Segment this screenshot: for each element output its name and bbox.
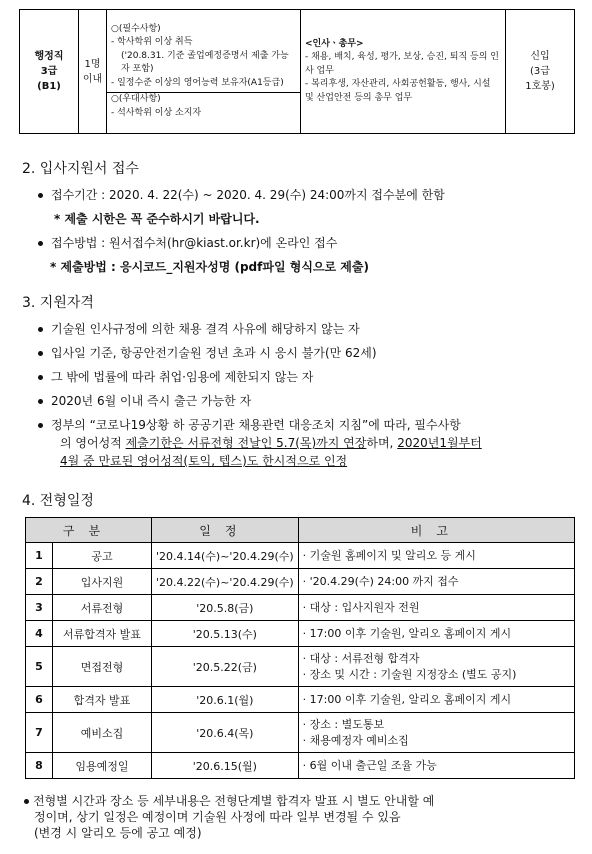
position-code: (B1): [37, 81, 61, 92]
row-number: 6: [26, 687, 53, 713]
schedule-row: [26, 569, 575, 595]
period-note: * 제출 시한은 꼭 준수하시기 바랍니다.: [54, 212, 260, 226]
row-number: 4: [26, 621, 53, 647]
row-stage: 합격자 발표: [53, 687, 152, 713]
headcount-cell: [79, 10, 107, 134]
row-notes: [298, 543, 574, 569]
row-note: · 기술원 홈페이지 및 알리오 등 게시: [302, 548, 476, 562]
header-schedule: 일정: [152, 518, 299, 543]
row-notes: [298, 687, 574, 713]
english-validity-continuation: 4월 중 만료된 영어성적(토익, 텝스)도 한시적으로 인정: [60, 454, 348, 468]
row-notes: [298, 595, 574, 621]
header-notes: 비고: [298, 518, 574, 543]
qualification-item: [38, 368, 313, 385]
bullet-icon: [38, 399, 43, 404]
header-category: 구분: [26, 518, 152, 543]
row-notes: [298, 753, 574, 779]
row-date: '20.5.22(금): [152, 647, 299, 687]
duty-cell: [301, 10, 506, 134]
footnote-text: 정이며, 상기 일정은 예정이며 기술원 사정에 따라 일부 변경될 수 있음: [34, 810, 401, 824]
english-deadline-text: 제출기한은 서류전형 전날인 5.7(목)까지 연장: [125, 436, 367, 450]
schedule-row: [26, 753, 575, 779]
position-grade: 3급: [40, 66, 58, 77]
row-note: · 장소 : 별도통보: [302, 717, 385, 731]
schedule-row: [26, 543, 575, 569]
bullet-icon: [38, 327, 43, 332]
required-item: - 일정수준 이상의 영어능력 보유자(A1등급): [111, 77, 284, 88]
method-line: [38, 234, 337, 251]
row-number: 3: [26, 595, 53, 621]
section-4-title: 4. 전형일정: [22, 493, 94, 509]
row-stage: 임용예정일: [53, 753, 152, 779]
row-stage: 공고: [53, 543, 152, 569]
qualification-divider: [107, 92, 300, 120]
qualification-item: [38, 392, 251, 409]
qualification-item: [38, 320, 360, 337]
preferred-header: ○(우대사항): [111, 94, 161, 105]
recruitment-position-table: [19, 9, 575, 134]
duty-item: - 채용, 배치, 육성, 평가, 보상, 승진, 퇴직 등의 인사 업무: [305, 52, 499, 76]
english-validity-text: 2020년1월부터: [397, 436, 482, 450]
headcount-limit: 이내: [82, 73, 103, 85]
schedule-row: [26, 713, 575, 753]
row-note: · 대상 : 서류전형 합격자: [302, 651, 420, 665]
row-note: · 17:00 이후 기술원, 알리오 홈페이지 게시: [302, 626, 512, 640]
row-date: '20.6.15(월): [152, 753, 299, 779]
method-text: 접수방법 : 원서접수처(hr@kiast.or.kr)에 온라인 접수: [51, 236, 338, 250]
qualification-cell: [107, 10, 301, 134]
rank-cell: [506, 10, 575, 134]
schedule-footnote: [24, 793, 574, 841]
bullet-icon: [38, 423, 43, 428]
schedule-row: [26, 595, 575, 621]
duty-item: - 복리후생, 자산관리, 사회공헌활동, 행사, 시설 및 산업안전 등의 총무 업무: [305, 79, 491, 103]
row-number: 5: [26, 647, 53, 687]
qualification-text: 2020년 6월 이내 즉시 출근 가능한 자: [51, 394, 252, 408]
section-2-title: 2. 입사지원서 접수: [22, 161, 139, 177]
qualification-text: 그 밖에 법률에 따라 취업·임용에 제한되지 않는 자: [51, 370, 314, 384]
row-stage: 면접전형: [53, 647, 152, 687]
row-date: '20.4.22(수)~'20.4.29(수): [152, 569, 299, 595]
rank-step: 1호봉): [525, 81, 555, 92]
row-note: · 채용예정자 예비소집: [302, 733, 409, 747]
bullet-icon: [24, 799, 29, 804]
bullet-icon: [38, 351, 43, 356]
section-3-title: 3. 지원자격: [22, 295, 94, 311]
row-date: '20.6.4(목): [152, 713, 299, 753]
preferred-item: - 석사학위 이상 소지자: [111, 107, 202, 118]
row-date: '20.5.8(금): [152, 595, 299, 621]
qualification-text: 입사일 기준, 항공안전기술원 정년 초과 시 응시 불가(만 62세): [51, 346, 377, 360]
row-note: · '20.4.29(수) 24:00 까지 접수: [302, 574, 459, 588]
required-item: ('20.8.31. 기준 졸업예정증명서 제출 가능자 포함): [121, 50, 289, 75]
row-number: 7: [26, 713, 53, 753]
schedule-row: [26, 647, 575, 687]
qualification-text: 기술원 인사규정에 의한 채용 결격 사유에 해당하지 않는 자: [51, 322, 360, 336]
qualification-text: 하며,: [366, 436, 398, 450]
duty-header: <인사ㆍ총무>: [305, 38, 364, 49]
qualification-text: 정부의 “코로나19상황 하 공공기관 채용관련 대응조치 지침”에 따라, 필수사항: [51, 418, 461, 432]
schedule-row: [26, 621, 575, 647]
headcount-value: 1명: [84, 58, 101, 70]
row-notes: [298, 569, 574, 595]
row-note: · 6월 이내 출근일 조율 가능: [302, 758, 437, 772]
row-number: 8: [26, 753, 53, 779]
period-line: [38, 186, 445, 203]
bullet-icon: [38, 241, 43, 246]
row-date: '20.6.1(월): [152, 687, 299, 713]
row-number: 1: [26, 543, 53, 569]
rank-grade: (3급: [530, 66, 550, 77]
row-notes: [298, 647, 574, 687]
row-stage: 입사지원: [53, 569, 152, 595]
row-stage: 예비소집: [53, 713, 152, 753]
row-stage: 서류합격자 발표: [53, 621, 152, 647]
row-notes: [298, 713, 574, 753]
row-stage: 서류전형: [53, 595, 152, 621]
schedule-table: [25, 517, 575, 779]
row-note: · 17:00 이후 기술원, 알리오 홈페이지 게시: [302, 692, 512, 706]
footnote-text: (변경 시 알리오 등에 공고 예정): [34, 826, 202, 840]
rank-type: 신입: [530, 51, 550, 62]
qualification-text: 의 영어성적: [60, 436, 126, 450]
row-date: '20.5.13(수): [152, 621, 299, 647]
footnote-text: 전형별 시간과 장소 등 세부내용은 전형단계별 합격자 발표 시 별도 안내할 예: [33, 794, 435, 808]
row-number: 2: [26, 569, 53, 595]
required-item: - 학사학위 이상 취득: [111, 37, 193, 48]
qualification-item: [38, 344, 377, 361]
schedule-row: [26, 687, 575, 713]
position-name: 행정직: [34, 51, 64, 62]
bullet-icon: [38, 193, 43, 198]
row-notes: [298, 621, 574, 647]
row-date: '20.4.14(수)~'20.4.29(수): [152, 543, 299, 569]
qualification-item: [38, 416, 461, 433]
method-note: * 제출방법 : 응시코드_지원자성명 (pdf파일 형식으로 제출): [50, 260, 369, 274]
required-header: ○(필수사항): [111, 23, 161, 34]
row-note: · 장소 및 시간 : 기술원 지정장소 (별도 공지): [302, 667, 517, 681]
period-text: 접수기간 : 2020. 4. 22(수) ~ 2020. 4. 29(수) 24:00까지 접수분에 한함: [51, 188, 445, 202]
row-note: · 대상 : 입사지원자 전원: [302, 600, 420, 614]
qualification-continuation: [60, 434, 482, 451]
position-cell: [20, 10, 79, 134]
bullet-icon: [38, 375, 43, 380]
